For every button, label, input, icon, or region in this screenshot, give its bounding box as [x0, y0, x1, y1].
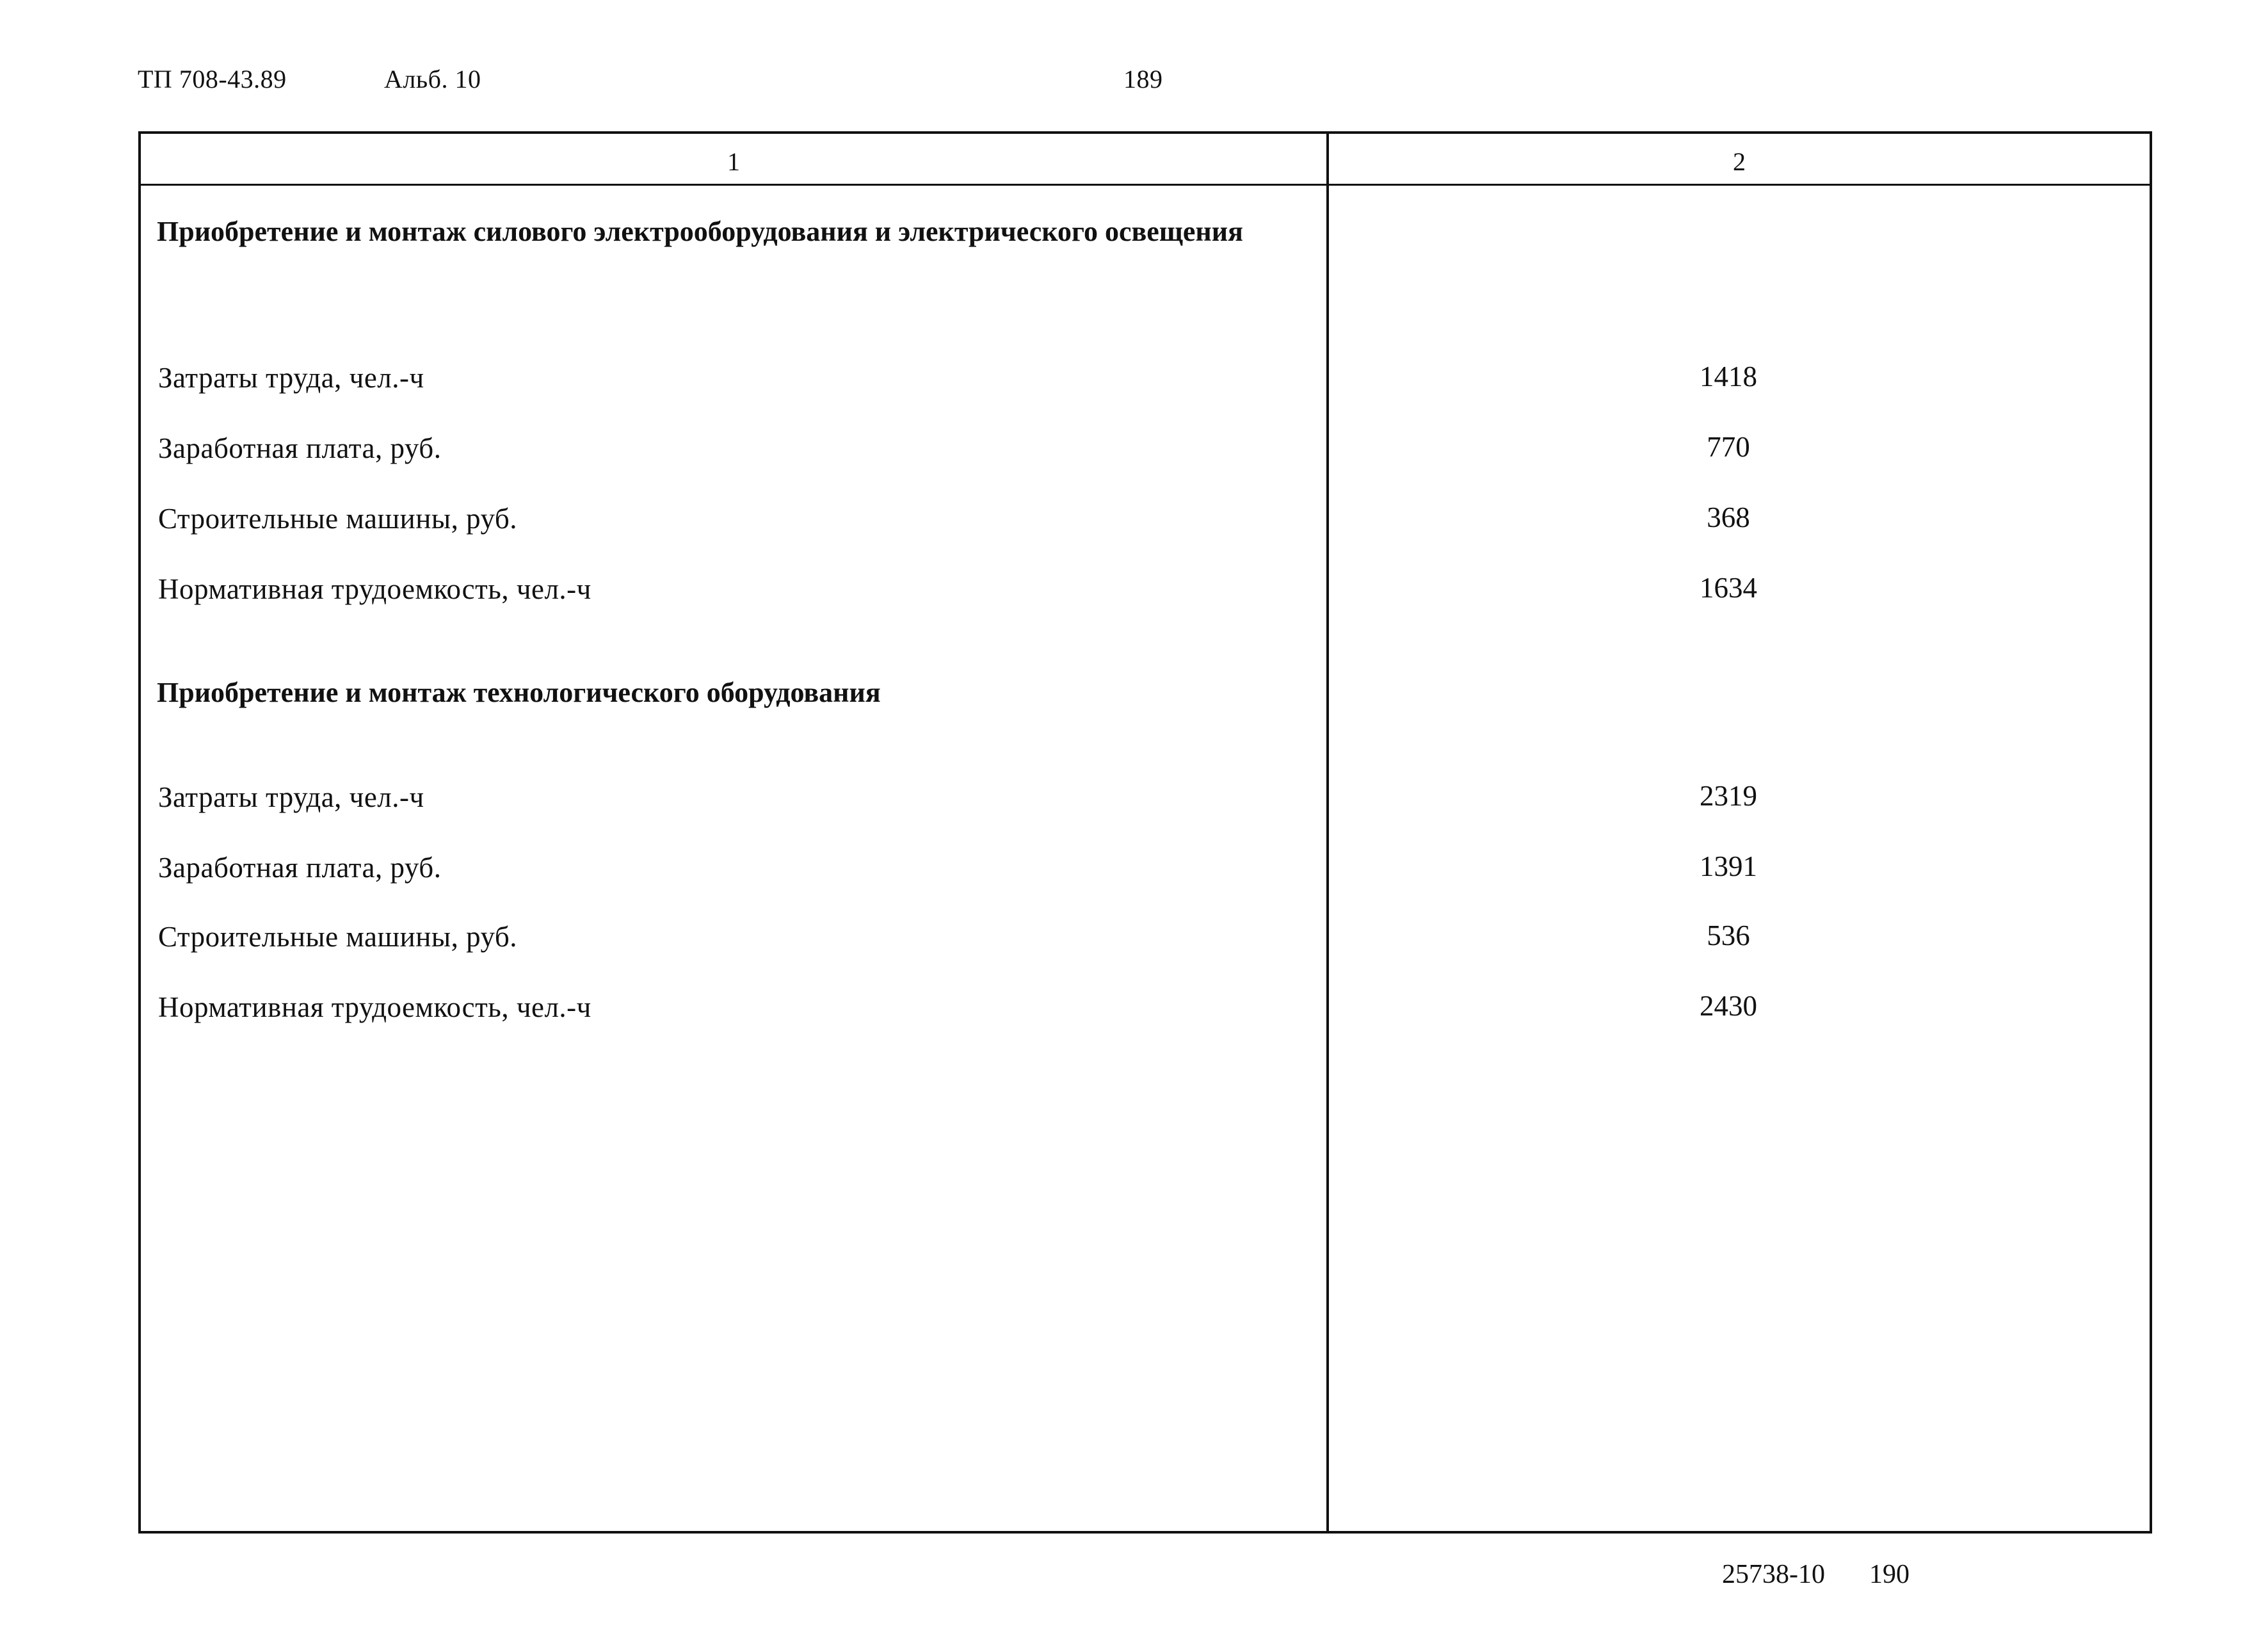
document-code: ТП 708-43.89: [138, 65, 287, 93]
table-row-label: Заработная плата, руб.: [158, 852, 442, 884]
section-title-electrical: Приобретение и монтаж силового электрооборудования и электрического освещения: [157, 216, 1243, 247]
table-row-label: Затраты труда, чел.-ч: [158, 362, 424, 394]
section-title-technological: Приобретение и монтаж технологического оборудования: [157, 677, 881, 708]
table-row-value: 368: [1707, 501, 1750, 533]
footer-page-number: 190: [1869, 1560, 1910, 1589]
table-row-value: 1391: [1700, 850, 1757, 882]
table-row-value: 536: [1707, 919, 1750, 951]
table-row-value: 1418: [1700, 360, 1757, 393]
table-row-label: Нормативная трудоемкость, чел.-ч: [158, 573, 591, 605]
cost-table: [138, 131, 2152, 1534]
page-number: 189: [1123, 65, 1163, 93]
album-number: Альб. 10: [384, 65, 481, 93]
table-row-value: 2430: [1700, 990, 1757, 1022]
footer-document-code: 25738-10: [1722, 1560, 1825, 1589]
table-row-value: 770: [1707, 431, 1750, 463]
table-row-label: Заработная плата, руб.: [158, 432, 442, 464]
table-row-label: Строительные машины, руб.: [158, 503, 518, 535]
table-row-value: 2319: [1700, 780, 1757, 812]
column-header-2: 2: [1733, 147, 1746, 176]
table-row-value: 1634: [1700, 572, 1757, 604]
table-row-label: Затраты труда, чел.-ч: [158, 781, 424, 813]
table-row-label: Строительные машины, руб.: [158, 921, 518, 953]
column-header-1: 1: [727, 147, 740, 176]
column-divider: [1326, 134, 1329, 1531]
table-header-row: [141, 134, 2150, 186]
table-row-label: Нормативная трудоемкость, чел.-ч: [158, 991, 591, 1023]
